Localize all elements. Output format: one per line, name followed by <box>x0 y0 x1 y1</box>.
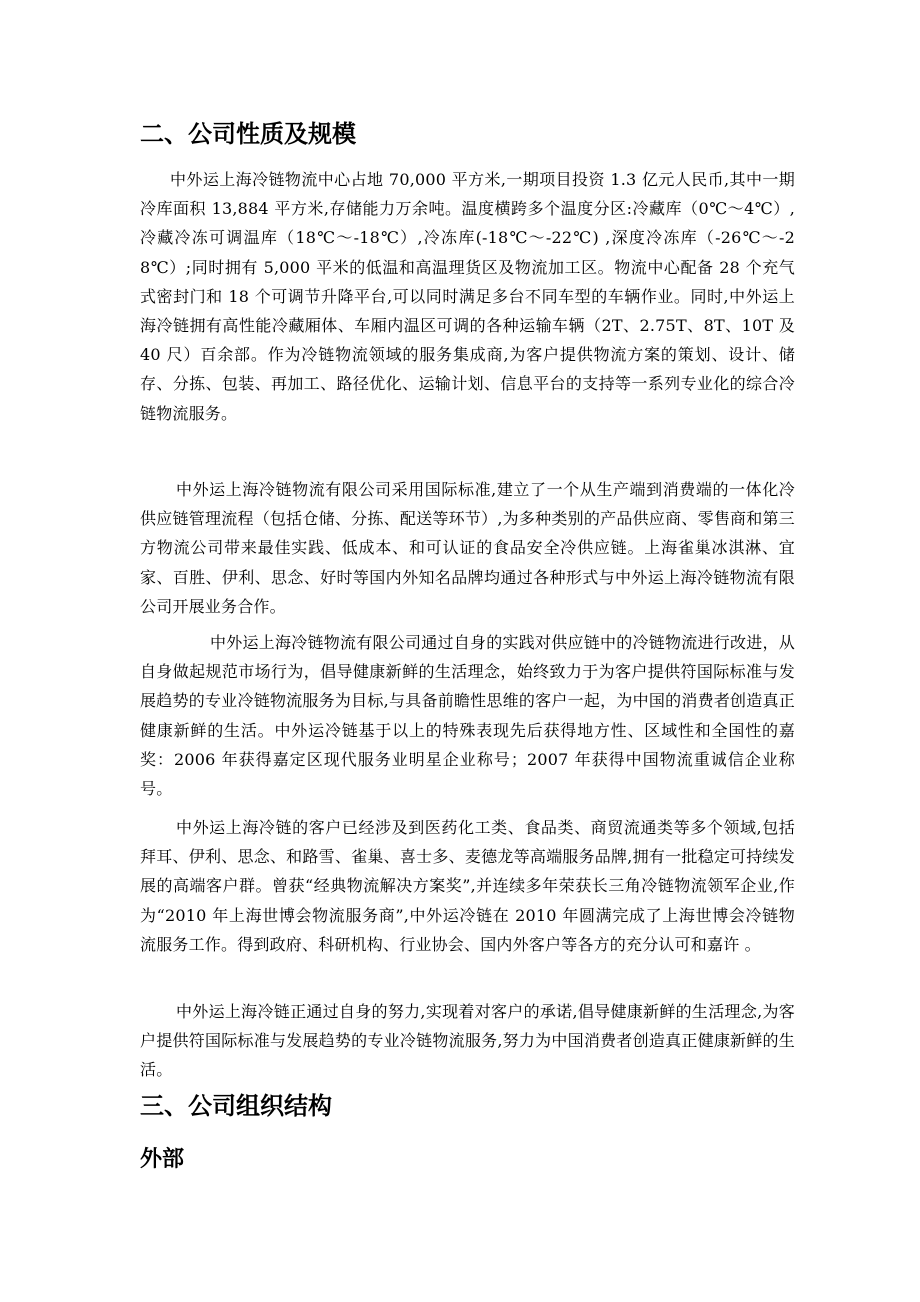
paragraph-commitment: 中外运上海冷链正通过自身的努力,实现着对客户的承诺,倡导健康新鲜的生活理念,为客户提供符国际标准与发展趋势的专业冷链物流服务,努力为中国消费者创造真正健康新鲜的生活。 <box>140 1002 795 1080</box>
subheading-external: 外部 <box>140 1147 185 1172</box>
paragraph-clients-honors: 中外运上海冷链的客户已经涉及到医药化工类、食品类、商贸流通类等多个领域,包括拜耳、伊利、思念、和路雪、雀巢、喜士多、麦德龙等高端服务品牌,拥有一批稳定可持续发展的高端客户群。曾获“经典物流解决方案奖”,并连续多年荣获长三角冷链物流领军企业,作为“2010 年上海世博会物流服务商”,中外运冷链在 2010 年圆满完成了上海世博会冷链物流服务工作。得到政府、科研机构、行业协会、国内外客户等各方的充分认可和嘉许 。 <box>140 818 795 954</box>
section-heading-company-nature: 二、公司性质及规模 <box>140 120 356 148</box>
paragraph-improvement-awards: 中外运上海冷链物流有限公司通过自身的实践对供应链中的冷链物流进行改进，从自身做起规范市场行为，倡导健康新鲜的生活理念，始终致力于为客户提供符国际标准与发展趋势的专业冷链物流服务为目标,与具备前瞻性思维的客户一起，为中国的消费者创造真正健康新鲜的生活。中外运冷链基于以上的特殊表现先后获得地方性、区域性和全国性的嘉奖：2006 年获得嘉定区现代服务业明星企业称号；2007 年获得中国物流重诚信企业称号。 <box>140 633 795 799</box>
paragraph-facility-overview: 中外运上海冷链物流中心占地 70,000 平方米,一期项目投资 1.3 亿元人民币,其中一期冷库面积 13,884 平方米,存储能力万余吨。温度横跨多个温度分区:冷藏库（0℃～4℃）,冷藏冷冻可调温库（18℃～-18℃）,冷冻库(-18℃～-22℃) ,深度冷冻库（-26℃～-28℃）;同时拥有 5,000 平米的低温和高温理货区及物流加工区。物流中心配备 28 个充气式密封门和 18 个可调节升降平台,可以同时满足多台不同车型的车辆作业。同时,中外运上海冷链拥有高性能冷藏厢体、车厢内温区可调的各种运输车辆（2T、2.75T、8T、10T 及 40 尺）百余部。作为冷链物流领域的服务集成商,为客户提供物流方案的策划、设计、储存、分拣、包装、再加工、路径优化、运输计划、信息平台的支持等一系列专业化的综合冷链物流服务。 <box>140 170 795 423</box>
section-heading-org-structure: 三、公司组织结构 <box>140 1092 332 1120</box>
paragraph-international-standards: 中外运上海冷链物流有限公司采用国际标准,建立了一个从生产端到消费端的一体化冷供应链管理流程（包括仓储、分拣、配送等环节）,为多种类别的产品供应商、零售商和第三方物流公司带来最佳实践、低成本、和可认证的食品安全冷供应链。上海雀巢冰淇淋、宜家、百胜、伊利、思念、好时等国内外知名品牌均通过各种形式与中外运上海冷链物流有限公司开展业务合作。 <box>140 480 795 616</box>
